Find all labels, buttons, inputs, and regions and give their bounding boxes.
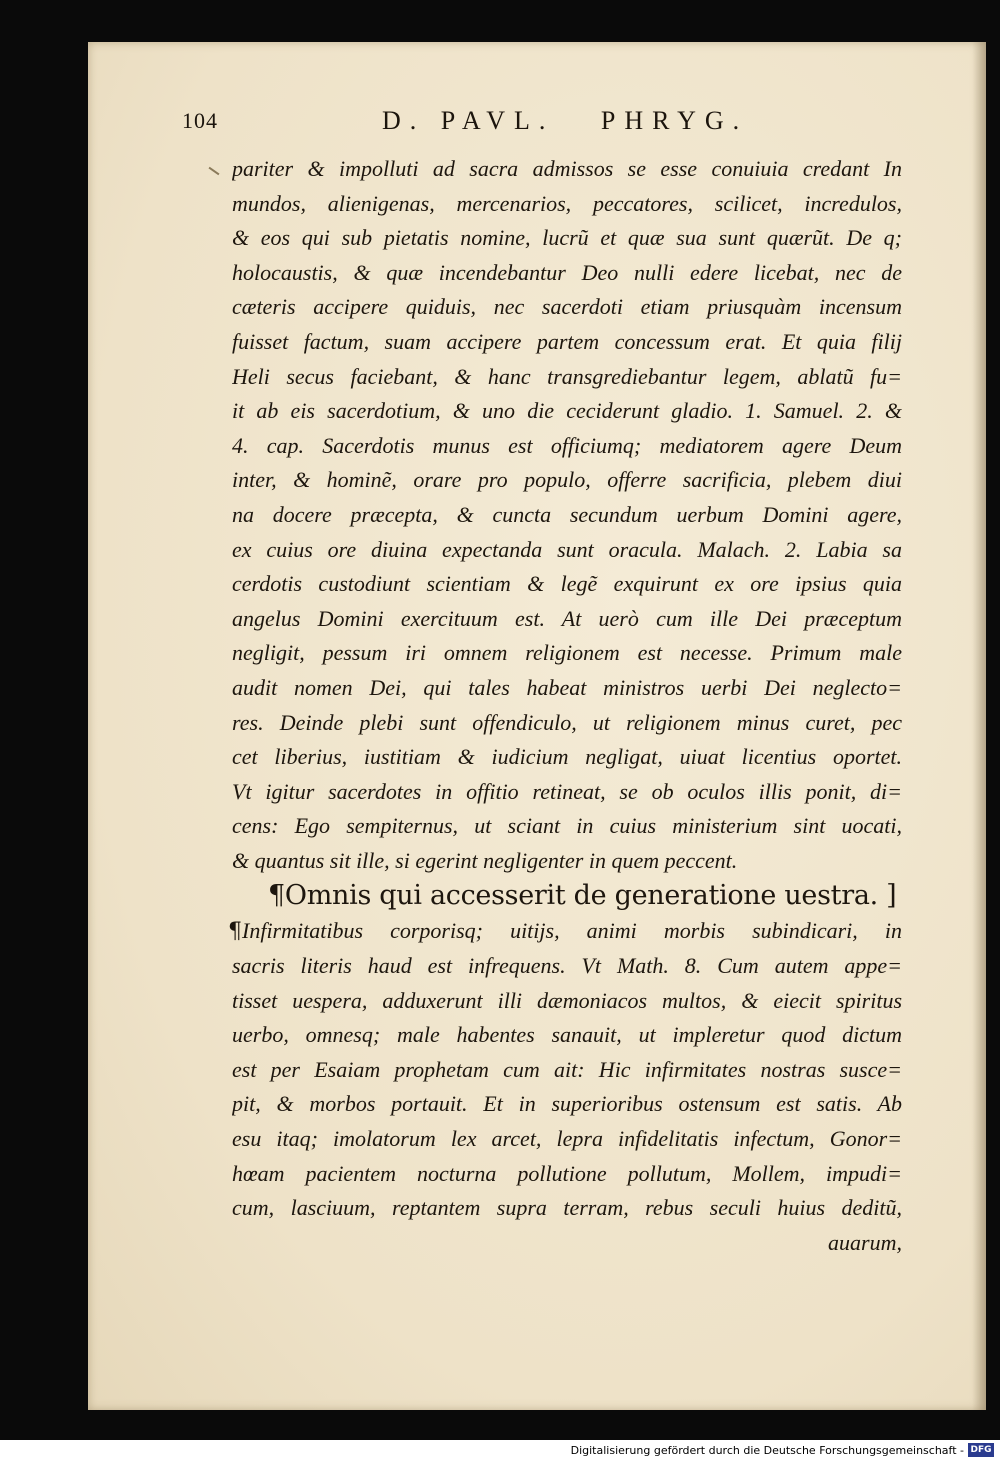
text-line: Vt igitur sacerdotes in offitio retineat, se ob oculos illis ponit, di= <box>232 778 902 804</box>
text-line: negligit, pessum iri omnem religionem est necesse. Primum male <box>232 640 902 666</box>
text-block <box>228 152 902 1260</box>
catchword: auarum, <box>828 1229 902 1255</box>
text-line: Heli secus faciebant, & hanc transgrediebantur legem, ablatũ fu= <box>232 363 902 389</box>
text-line: cerdotis custodiunt scientiam & legẽ exquirunt ex ore ipsius quia <box>232 571 902 597</box>
running-title: D. PAVL. PHRYG. <box>382 106 749 135</box>
text-line: ex cuius ore diuina expectanda sunt oracula. Malach. 2. Labia sa <box>232 536 902 562</box>
text-line: cet liberius, iustitiam & iudicium negligat, uiuat licentius oportet. <box>232 744 902 770</box>
text-line: sacris literis haud est infrequens. Vt Math. 8. Cum autem appe= <box>232 953 902 979</box>
page-edge-shadow <box>972 42 986 1410</box>
text-line: res. Deinde plebi sunt offendiculo, ut religionem minus curet, pec <box>232 709 902 735</box>
text-line-content: Infirmitatibus corporisq; uitijs, animi morbis subindicari, in <box>242 918 902 944</box>
lemma-heading <box>268 878 902 914</box>
text-line: cum, lasciuum, reptantem supra terram, rebus seculi huius deditũ, <box>232 1195 902 1221</box>
text-line: & eos qui sub pietatis nomine, lucrũ et quæ sua sunt quærũt. De q; <box>232 225 902 251</box>
text-line: 4. cap. Sacerdotis munus est officiumq; mediatorem agere Deum <box>232 432 902 458</box>
text-line <box>228 914 902 949</box>
text-line: cens: Ego sempiternus, ut sciant in cuius ministerium sint uocati, <box>232 813 902 839</box>
text-line: holocaustis, & quæ incendebantur Deo nulli edere licebat, nec de <box>232 259 902 285</box>
text-line: est per Esaiam prophetam cum ait: Hic infirmitates nostras susce= <box>232 1056 902 1082</box>
text-line: fuisset factum, suam accipere partem concessum erat. Et quia filij <box>232 328 902 354</box>
dfg-logo: DFG <box>968 1443 994 1457</box>
text-line: hœam pacientem nocturna pollutione pollutum, Mollem, impudi= <box>232 1160 902 1186</box>
pilcrow-mark: ¶ <box>228 919 242 945</box>
text-line: tisset uespera, adduxerunt illi dæmoniacos multos, & eiecit spiritus <box>232 987 902 1013</box>
text-line: angelus Domini exercituum est. At uerò cum ille Dei præceptum <box>232 605 902 631</box>
text-line: & quantus sit ille, si egerint negligenter in quem peccent. <box>232 847 738 873</box>
text-line: esu itaq; imolatorum lex arcet, lepra infidelitatis infectum, Gonor= <box>232 1126 902 1152</box>
text-line: pit, & morbos portauit. Et in superioribus ostensum est satis. Ab <box>232 1091 902 1117</box>
lemma-heading-text: Omnis qui accesserit de generatione uestra. ] <box>284 880 897 912</box>
funding-credit: Digitalisierung gefördert durch die Deutsche Forschungsgemeinschaft - <box>570 1444 964 1457</box>
running-head <box>0 108 1000 142</box>
pilcrow-mark: ¶ <box>268 880 285 912</box>
text-line: uerbo, omnesq; male habentes sanauit, ut impleretur quod dictum <box>232 1022 902 1048</box>
text-line: cæteris accipere quiduis, nec sacerdoti etiam priusquàm incensum <box>232 294 902 320</box>
text-line: it ab eis sacerdotium, & uno die ceciderunt gladio. 1. Samuel. 2. & <box>232 398 902 424</box>
text-line: audit nomen Dei, qui tales habeat ministros uerbi Dei neglecto= <box>232 674 902 700</box>
text-line: pariter & impolluti ad sacra admissos se esse conuiuia credant In <box>232 156 902 181</box>
text-line: inter, & hominẽ, orare pro populo, offerre sacrificia, plebem diui <box>232 467 902 493</box>
page-number: 104 <box>182 108 218 133</box>
text-line: mundos, alienigenas, mercenarios, peccatores, scilicet, incredulos, <box>232 190 902 216</box>
footer-bar <box>0 1440 1000 1463</box>
text-line: na docere præcepta, & cuncta secundum uerbum Domini agere, <box>232 501 902 527</box>
